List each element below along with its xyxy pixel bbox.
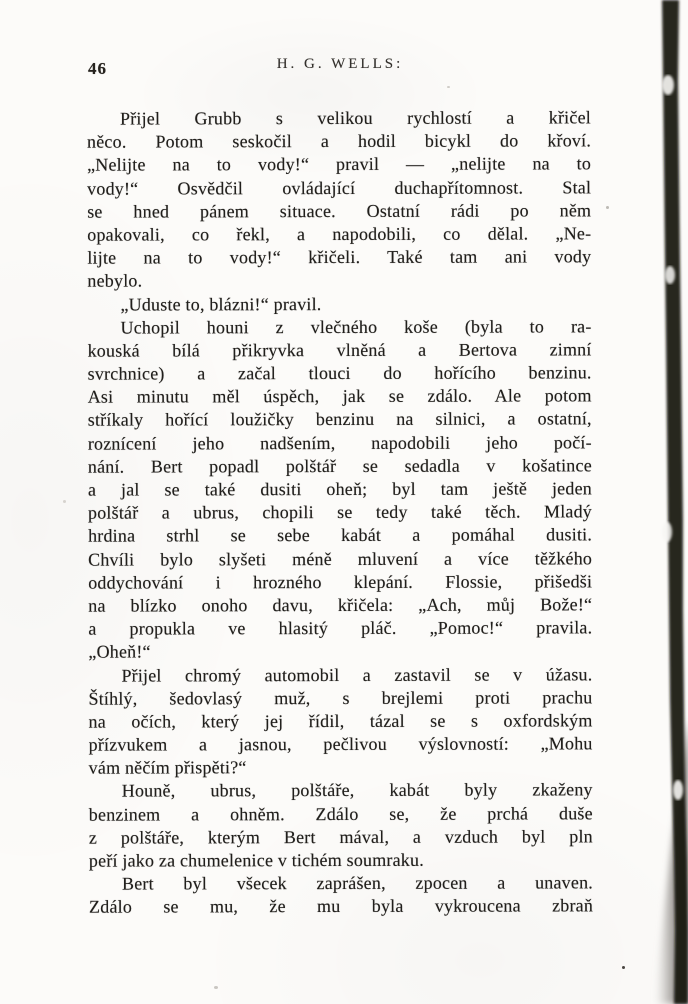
dust-speck <box>606 206 609 209</box>
dust-speck <box>214 986 218 989</box>
paragraph <box>87 106 591 293</box>
edge-highlight <box>662 522 672 542</box>
text-line: vody!“ Osvědčil ovládající duchapřítomnost. Stal <box>87 176 592 199</box>
text-line: Chvíli bylo slyšeti méně mluvení a více těžkého <box>88 547 593 570</box>
edge-highlight <box>673 780 683 800</box>
text-line: „Oheň!“ <box>88 641 151 662</box>
text-line: na očích, který jej řídil, tázal se s oxfordským <box>88 710 593 732</box>
text-line: a jal se také dusiti oheň; byl tam ještě jeden <box>87 478 592 500</box>
text-line: Houně, ubrus, polštáře, kabát byly zkaženy <box>121 779 593 802</box>
edge-highlight <box>665 266 675 284</box>
text-line: na blízko onoho davu, křičela: „Ach, můj Bože!“ <box>88 594 593 616</box>
edge-highlight <box>662 75 674 95</box>
text-line: opakovali, co řekl, a napodobili, co dělal. „Ne- <box>87 223 592 245</box>
text-line: Asi minutu měl úspěch, jak se zdálo. Ale potom <box>87 385 592 407</box>
page-number: 46 <box>88 59 107 78</box>
text-line: „Nelijte na to vody!“ pravil — „nelijte na to <box>87 153 592 176</box>
dust-speck <box>622 966 625 969</box>
text-line: roznícení jeho nadšením, napodobili jeho počí- <box>87 431 592 454</box>
page-header <box>88 56 592 80</box>
text-line: Štíhlý, šedovlasý muž, s brejlemi proti prachu <box>88 687 593 709</box>
dust-speck <box>447 86 450 88</box>
text-line: z polštáře, kterým Bert mával, a vzduch byl pln <box>88 826 593 848</box>
text-line: nání. Bert popadl polštář se sedadla v košatince <box>87 455 592 477</box>
paragraph <box>89 872 593 920</box>
text-line: a propukla ve hlasitý pláč. „Pomoc!“ pravila. <box>88 617 593 639</box>
text-line: Přijel chromý automobil a zastavil se v úžasu. <box>121 663 593 686</box>
text-line: něco. Potom seskočil a hodil bicykl do křoví. <box>87 130 592 152</box>
text-line: lijte na to vody!“ křičeli. Také tam ani vody <box>87 246 592 268</box>
text-line: hrdina strhl se sebe kabát a pomáhal dusiti. <box>88 524 593 547</box>
text-line: přízvukem a jasnou, pečlivou výslovností: „Mohu <box>88 733 593 755</box>
text-line: benzinem a ohněm. Zdálo se, že prchá duše <box>88 802 593 825</box>
paragraph <box>89 779 593 873</box>
spine-line <box>662 0 688 1004</box>
text-line: se hned pánem situace. Ostatní rádi po něm <box>87 200 592 222</box>
text-line: stříkaly hořící loužičky benzinu na silnici, a ostatní, <box>87 408 592 431</box>
text-line: nebylo. <box>87 270 143 291</box>
text-line: svrchnice) a začal tlouci do hořícího benzinu. <box>87 362 592 384</box>
running-title: H. G. WELLS: <box>276 56 404 72</box>
dust-speck <box>63 500 66 503</box>
book-edge-shadow <box>600 0 688 1004</box>
text-line: peří jako za chumelenice v tichém soumraku. <box>88 849 424 871</box>
paragraph <box>87 315 592 664</box>
text-line: oddychování i hrozného klepání. Flossie, přišedši <box>88 571 593 593</box>
paragraph <box>88 663 592 780</box>
text-line: vám něčím přispěti?“ <box>88 757 247 778</box>
text-line: Uchopil houni z vlečného koše (byla to ra- <box>120 316 592 338</box>
text-body <box>87 106 593 919</box>
text-line: Přijel Grubb s velikou rychlostí a křičel <box>119 107 591 129</box>
text-line: „Uduste to, blázni!“ pravil. <box>120 293 322 315</box>
text-line: Bert byl všecek zaprášen, zpocen a unaven. <box>121 872 593 894</box>
text-line: Zdálo se mu, že mu byla vykroucena zbraň <box>89 895 594 918</box>
paragraph <box>87 292 591 317</box>
corner-shadow <box>655 720 688 1004</box>
text-line: polštář a ubrus, chopili se tedy také těch. Mladý <box>87 501 593 523</box>
text-line: kouská bílá přikryvka vlněná a Bertova zimní <box>87 339 592 361</box>
